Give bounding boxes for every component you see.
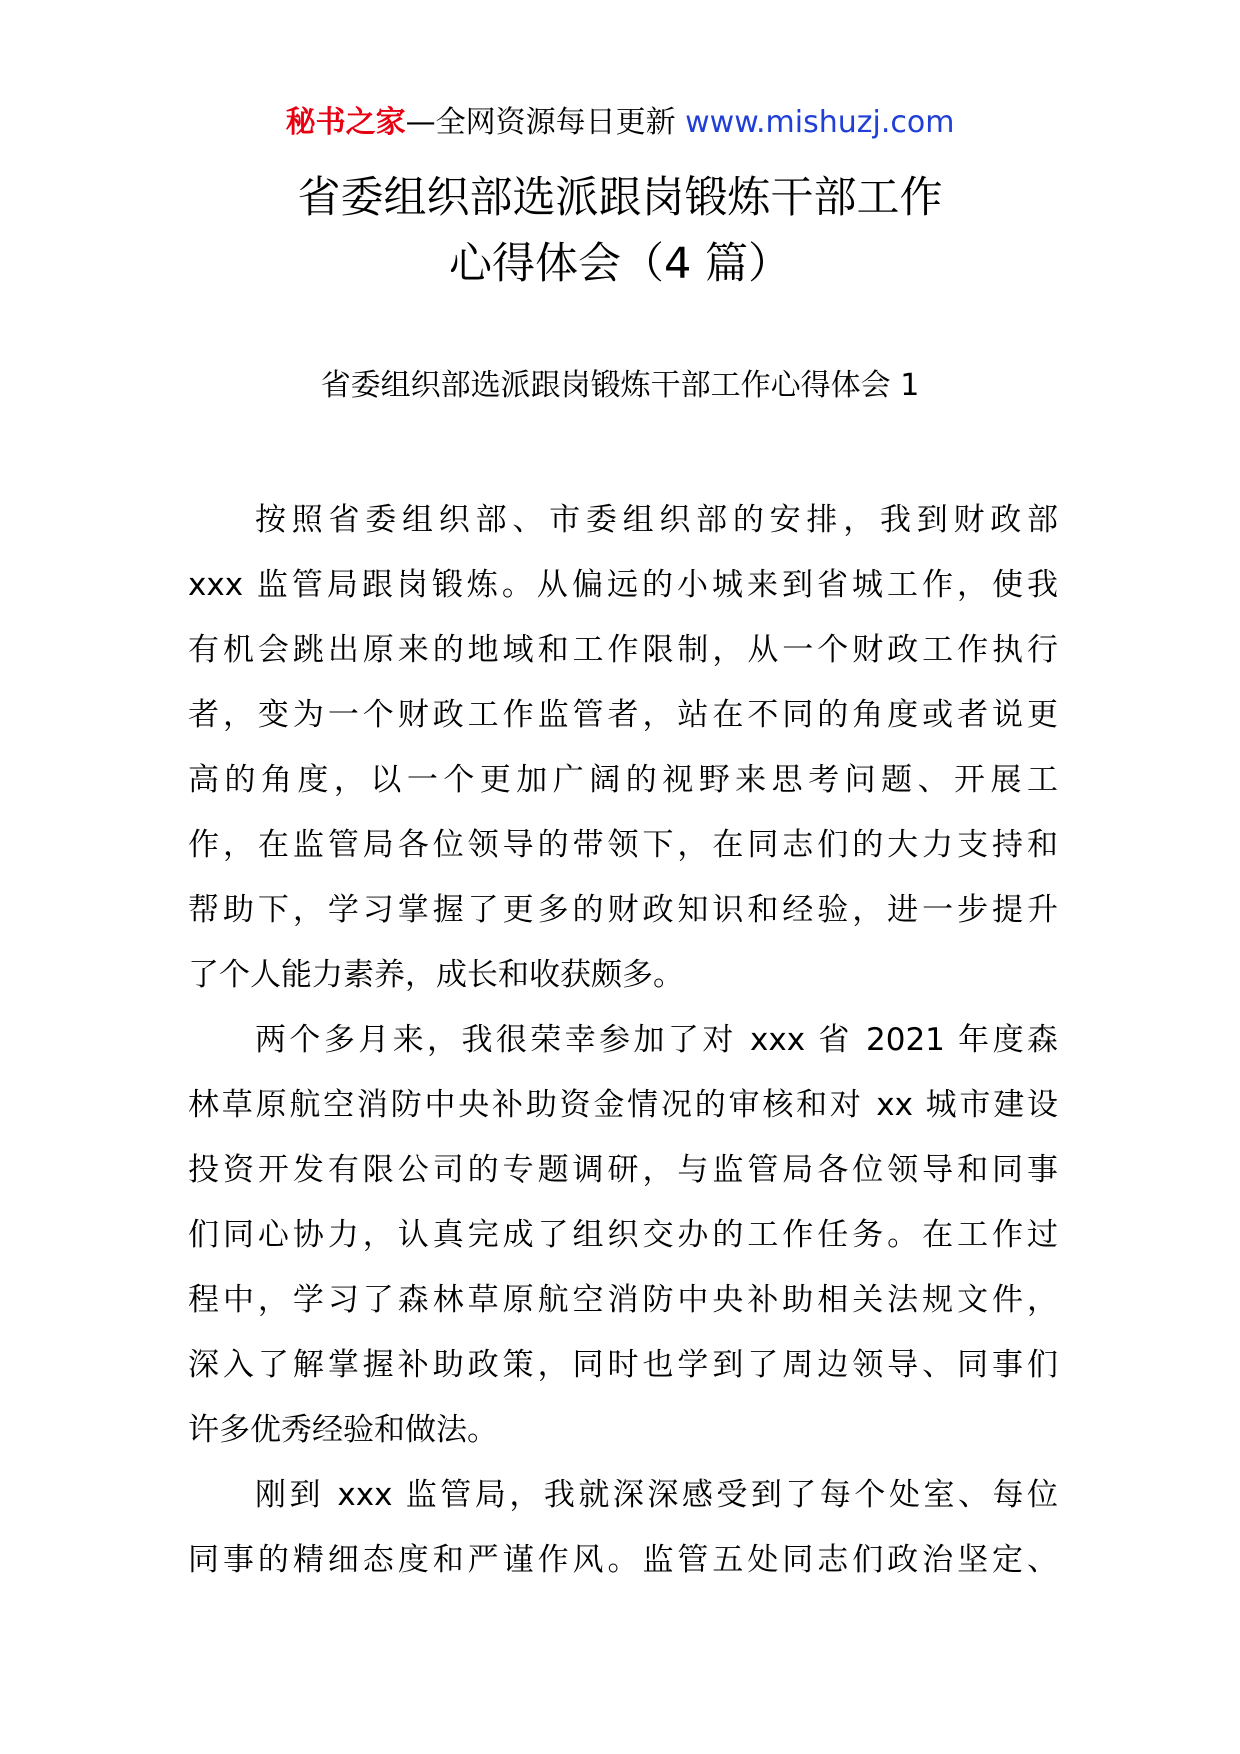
section-heading: 省委组织部选派跟岗锻炼干部工作心得体会 1 — [320, 368, 920, 403]
text-line: 了个人能力素养，成长和收获颇多。 — [188, 957, 684, 993]
text-line: 深入了解掌握补助政策，同时也学到了周边领导、同事们 — [188, 1347, 1058, 1383]
site-banner — [0, 103, 1240, 143]
text-line: 林草原航空消防中央补助资金情况的审核和对 xx 城市建设 — [188, 1087, 1058, 1123]
text-line: 许多优秀经验和做法。 — [188, 1412, 498, 1448]
text-line: 作，在监管局各位领导的带领下，在同志们的大力支持和 — [188, 827, 1058, 863]
text-line: 有机会跳出原来的地域和工作限制，从一个财政工作执行 — [188, 632, 1058, 668]
document-title-line-2: 心得体会（4 篇） — [448, 239, 792, 289]
text-line: 同事的精细态度和严谨作风。监管五处同志们政治坚定、 — [188, 1542, 1058, 1578]
text-line: 者，变为一个财政工作监管者，站在不同的角度或者说更 — [188, 697, 1058, 733]
text-line: 刚到 xxx 监管局，我就深深感受到了每个处室、每位 — [255, 1477, 1058, 1513]
text-line: 两个多月来，我很荣幸参加了对 xxx 省 2021 年度森 — [255, 1022, 1058, 1058]
document-title — [0, 165, 1240, 297]
text-line: 程中，学习了森林草原航空消防中央补助相关法规文件， — [188, 1282, 1058, 1318]
text-line: 按照省委组织部、市委组织部的安排，我到财政部 — [255, 502, 1058, 538]
body-text — [188, 488, 1058, 1593]
document-title-line-1: 省委组织部选派跟岗锻炼干部工作 — [297, 173, 943, 223]
banner-brand: 秘书之家 — [285, 105, 406, 140]
text-line: 投资开发有限公司的专题调研，与监管局各位领导和同事 — [188, 1152, 1058, 1188]
text-line: 们同心协力，认真完成了组织交办的工作任务。在工作过 — [188, 1217, 1058, 1253]
text-line: xxx 监管局跟岗锻炼。从偏远的小城来到省城工作，使我 — [188, 567, 1058, 603]
banner-url-link[interactable]: www.mishuzj.com — [685, 105, 955, 140]
text-line: 高的角度，以一个更加广阔的视野来思考问题、开展工 — [188, 762, 1058, 798]
banner-slogan: —全网资源每日更新 — [405, 105, 686, 140]
text-line: 帮助下，学习掌握了更多的财政知识和经验，进一步提升 — [188, 892, 1058, 928]
